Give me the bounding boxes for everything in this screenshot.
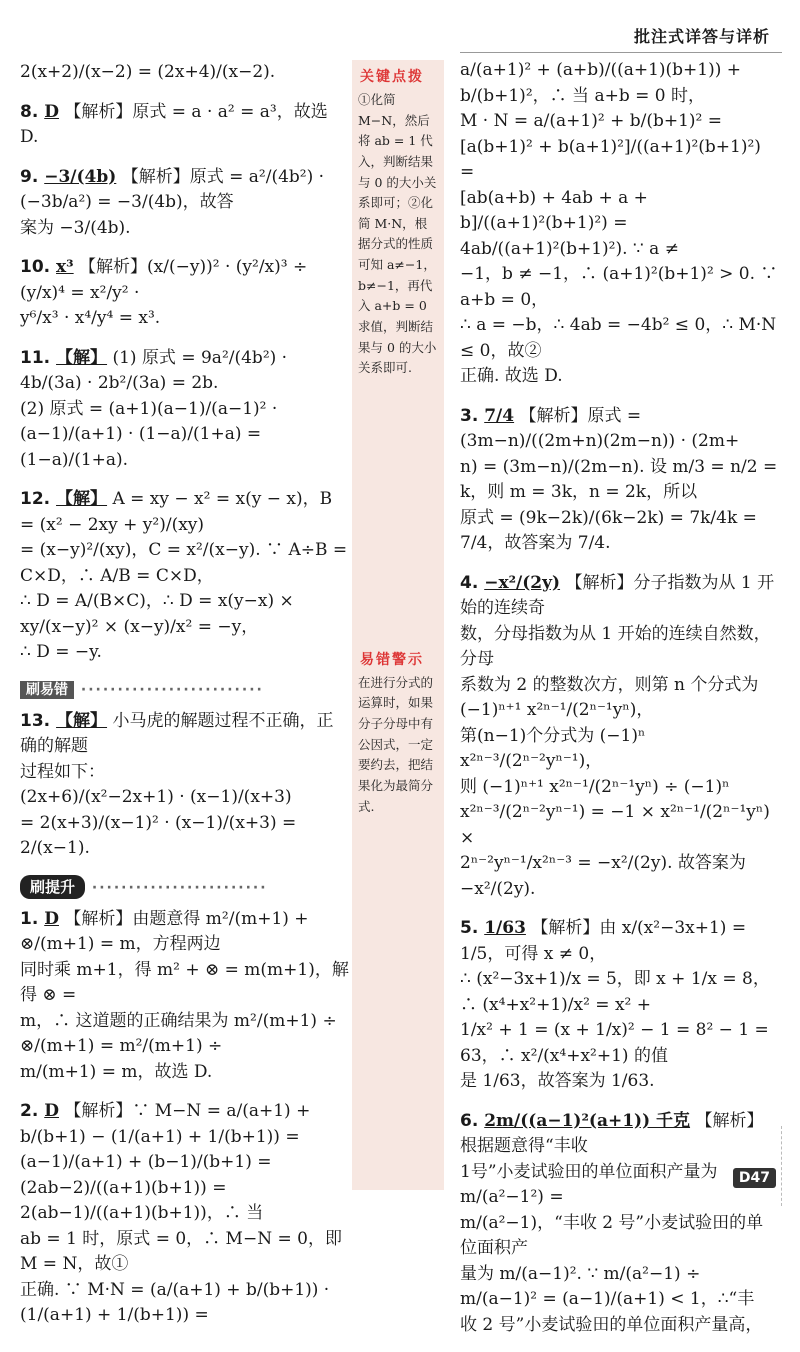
answer-value: −3/(4b)	[44, 166, 117, 187]
answer-block	[460, 58, 780, 390]
answer-line: 11. 【解】 (1) 原式 = 9a²/(4b²) · 4b/(3a) · 2b²/(3a) = 2b.	[20, 347, 288, 393]
answer-value: 【解】	[56, 710, 108, 731]
question-number: 3.	[460, 405, 485, 426]
answer-line: ∴ a = −b，∴ 4ab = −4b² ≤ 0，∴ M·N ≤ 0，故②	[460, 315, 777, 361]
answer-line: (2) 原式 = (a+1)(a−1)/(a−1)² · (a−1)/(a+1) · (1−a)/(1+a) = (1−a)/(1+a).	[20, 398, 278, 470]
answer-value: 2m/((a−1)²(a+1)) 千克	[484, 1110, 691, 1131]
answer-line: 1/x² + 1 = (x + 1/x)² − 1 = 8² − 1 = 63，∴ x²/(x⁴+x²+1) 的值	[460, 1020, 769, 1066]
answer-line: ab = 1 时，原式 = 0，∴ M−N = 0，即 M = N，故①	[20, 1228, 342, 1274]
running-header: 批注式详答与详析	[633, 27, 770, 46]
answer-line: 案为 −3/(4b).	[20, 217, 131, 238]
section-improve: 刷提升 ························	[20, 876, 350, 899]
answer-line: 2ⁿ⁻²yⁿ⁻¹/x²ⁿ⁻³ = −x²/(2y). 故答案为 −x²/(2y).	[460, 853, 746, 899]
answer-block	[20, 487, 350, 666]
answer-line: 3. 7/4 【解析】原式 = (3m−n)/((2m+n)(2m−n)) · (2m+	[460, 405, 740, 451]
answer-line: 同时乘 m+1，得 m² + ⊗ = m(m+1)，解得 ⊗ =	[20, 959, 349, 1005]
question-number: 9.	[20, 166, 45, 187]
answer-line: m/(m+1) = m，故选 D.	[20, 1061, 213, 1082]
answer-line: 第(n−1)个分式为 (−1)ⁿ x²ⁿ⁻³/(2ⁿ⁻²yⁿ⁻¹)，	[460, 725, 646, 771]
answer-line: 9. −3/(4b) 【解析】原式 = a²/(4b²) · (−3b/a²) = −3/(4b)，故答	[20, 166, 325, 212]
answer-line: m，∴ 这道题的正确结果为 m²/(m+1) ÷ ⊗/(m+1) = m²/(m+1) ÷	[20, 1010, 337, 1056]
answer-line: n) = (3m−n)/(2m−n). 设 m/3 = n/2 = k，则 m = 3k，n = 2k，所以	[460, 456, 778, 502]
answer-value: 1/63	[484, 918, 526, 938]
answer-line: 量为 m/(a−1)². ∵ m/(a²−1) ÷ m/(a−1)² = (a−1)/(a+1) < 1，∴“丰	[460, 1263, 755, 1309]
answer-line: [ab(a+b) + 4ab + a + b]/((a+1)²(b+1)²) = 4ab/((a+1)²(b+1)²). ∵ a ≠	[460, 187, 679, 259]
answer-value: x³	[56, 257, 74, 277]
answer-line: 是 1/63，故答案为 1/63.	[460, 1071, 655, 1091]
answer-line: 则 (−1)ⁿ⁺¹ x²ⁿ⁻¹/(2ⁿ⁻¹yⁿ) ÷ (−1)ⁿ x²ⁿ⁻³/(2ⁿ⁻²yⁿ⁻¹) = −1 × x²ⁿ⁻¹/(2ⁿ⁻¹yⁿ) ×	[460, 776, 770, 848]
answer-line: y⁶/x³ · x⁴/y⁴ = x³.	[20, 308, 161, 328]
answer-value: 【解】	[56, 347, 108, 368]
question-number: 4.	[460, 572, 485, 593]
question-number: 10.	[20, 257, 57, 277]
answer-value: D	[44, 101, 59, 122]
answer-line: 原式 = (9k−2k)/(6k−2k) = 7k/4k = 7/4，故答案为 7/4.	[460, 507, 757, 553]
answer-value: 【解】	[56, 489, 108, 509]
answer-line: (2x+6)/(x²−2x+1) · (x−1)/(x+3)	[20, 787, 292, 807]
answer-block	[20, 165, 350, 242]
question-number: 5.	[460, 918, 485, 938]
answer-line: ∴ D = A/(B×C)，∴ D = x(y−x) × xy/(x−y)² × (x−y)/x² = −y，	[20, 591, 294, 637]
question-number: 11.	[20, 347, 57, 368]
answer-line: ∴ (x²−3x+1)/x = 5，即 x + 1/x = 8，∴ (x⁴+x²+1)/x² = x² +	[460, 969, 770, 1015]
answer-line: 4. −x²/(2y) 【解析】分子指数为从 1 开始的连续奇	[460, 572, 775, 618]
answer-line: (a−1)/(a+1) + (b−1)/(b+1) = (2ab−2)/((a+1)(b+1)) = 2(ab−1)/((a+1)(b+1))，∴ 当	[20, 1152, 272, 1223]
answer-block	[20, 60, 350, 86]
question-number: 13.	[20, 710, 57, 731]
note-error-warning: 易错警示 在进行分式的运算时，如果分子分母中有公因式，一定要约去，把结果化为最简分式.	[358, 651, 434, 814]
answer-block	[20, 100, 350, 151]
answer-line: M · N = a/(a+1)² + b/(b+1)² = [a(b+1)² + b(a+1)²]/((a+1)²(b+1)²) =	[460, 111, 761, 182]
answer-block	[460, 916, 780, 1095]
answer-line: 2(x+2)/(x−2) = (2x+4)/(x−2).	[20, 62, 276, 82]
header-rule	[460, 52, 782, 53]
page-edge-marks	[781, 1126, 796, 1206]
question-number: 2.	[20, 1101, 45, 1121]
answer-line: 系数为 2 的整数次方，则第 n 个分式为	[460, 674, 759, 695]
answer-value: D	[44, 1101, 59, 1121]
answer-line: 12. 【解】 A = xy − x² = x(y − x)，B = (x² − 2xy + y²)/(xy)	[20, 489, 333, 535]
answer-line: a/(a+1)² + (a+b)/((a+1)(b+1)) + b/(b+1)²，∴ 当 a+b = 0 时，	[460, 60, 742, 106]
answer-block	[20, 709, 350, 862]
answer-block	[460, 404, 780, 557]
note-key-tips: 关键点拨 ①化简 M−N，然后将 ab = 1 代入，判断结果与 0 的大小关系即可；②化简 M·N，根据分式的性质可知 a≠−1，b≠−1，再代入 a+b = 0 求值，判断结果与 0 的大小关系即可.	[358, 69, 437, 376]
answer-line: 过程如下：	[20, 761, 105, 782]
answer-line: 2. D 【解析】∵ M−N = a/(a+1) + b/(b+1) − (1/(a+1) + 1/(b+1)) =	[20, 1101, 311, 1147]
side-notes	[352, 60, 444, 1190]
answer-block	[460, 571, 780, 903]
answer-block	[20, 255, 350, 332]
question-number: 1.	[20, 908, 45, 929]
answer-block	[460, 1109, 780, 1339]
question-number: 8.	[20, 101, 45, 122]
answer-line: 1号”小麦试验田的单位面积产量为 m/(a²−1²) =	[460, 1161, 718, 1207]
right-column	[460, 58, 780, 1352]
answer-block	[20, 907, 350, 1086]
answer-line: 10. x³ 【解析】(x/(−y))² · (y²/x)³ ÷ (y/x)⁴ = x²/y² ·	[20, 257, 308, 303]
left-column	[20, 60, 350, 1343]
answer-line: 正确. ∵ M·N = (a/(a+1) + b/(b+1)) · (1/(a+1) + 1/(b+1)) =	[20, 1279, 330, 1325]
answer-line: 1. D 【解析】由题意得 m²/(m+1) + ⊗/(m+1) = m，方程两边	[20, 908, 309, 954]
answer-line: 数，分母指数为从 1 开始的连续自然数，分母	[460, 623, 771, 669]
answer-line: 正确. 故选 D.	[460, 366, 563, 386]
answer-value: 7/4	[484, 405, 515, 426]
answer-value: −x²/(2y)	[484, 572, 561, 593]
answer-line: = (x−y)²/(xy)，C = x²/(x−y). ∵ A÷B = C×D，∴ A/B = C×D，	[20, 540, 348, 586]
answer-line: 收 2 号”小麦试验田的单位面积产量高，	[460, 1314, 763, 1335]
section-easy-wrong: 刷易错 ·························	[20, 680, 350, 701]
answer-line: 5. 1/63 【解析】由 x/(x²−3x+1) = 1/5，可得 x ≠ 0，	[460, 918, 747, 964]
answer-line: −1，b ≠ −1，∴ (a+1)²(b+1)² > 0. ∵ a+b = 0，	[460, 264, 778, 310]
answer-line: 8. D 【解析】原式 = a · a² = a³，故选 D.	[20, 101, 328, 147]
answer-line: 13. 【解】 小马虎的解题过程不正确，正确的解题	[20, 710, 334, 756]
question-number: 6.	[460, 1110, 485, 1131]
page-number: D47	[733, 1168, 776, 1188]
answer-value: D	[44, 908, 59, 929]
question-number: 12.	[20, 489, 57, 509]
answer-line: m/(a²−1)，“丰收 2 号”小麦试验田的单位面积产	[460, 1212, 764, 1258]
answer-line: 6. 2m/((a−1)²(a+1)) 千克 【解析】根据题意得“丰收	[460, 1110, 764, 1156]
answer-block	[20, 346, 350, 474]
answer-block	[20, 1099, 350, 1329]
answer-line: ∴ D = −y.	[20, 642, 102, 662]
answer-line: (−1)ⁿ⁺¹ x²ⁿ⁻¹/(2ⁿ⁻¹yⁿ)，	[460, 700, 654, 720]
answer-line: = 2(x+3)/(x−1)² · (x−1)/(x+3) = 2/(x−1).	[20, 812, 297, 858]
